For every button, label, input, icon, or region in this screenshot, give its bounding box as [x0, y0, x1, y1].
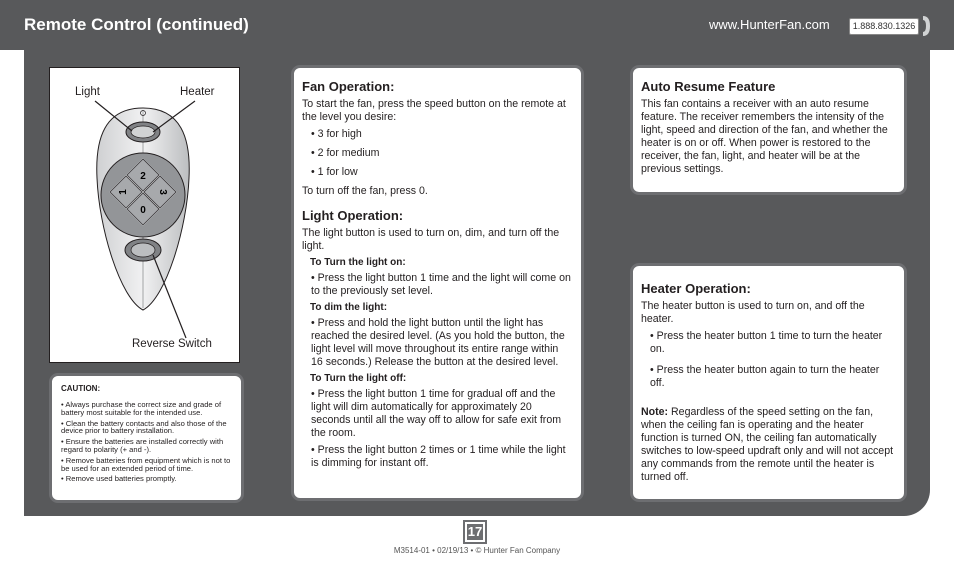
light-off-text-2: • Press the light button 2 times or 1 time while the light is dimming for instant off.	[311, 444, 566, 469]
remote-illustration	[49, 67, 240, 363]
caution-item: • Remove used batteries promptly.	[61, 474, 177, 484]
heater-note	[641, 406, 896, 484]
caution-title: CAUTION:	[61, 384, 101, 393]
website-url[interactable]: www.HunterFan.com	[709, 17, 830, 32]
label-light: Light	[75, 86, 100, 98]
fan-operation-heading: Fan Operation:	[302, 79, 395, 94]
heater-item-on: • Press the heater button 1 time to turn the heater on.	[650, 330, 883, 355]
caution-box	[49, 373, 244, 503]
note-text: Regardless of the speed setting on the fan, when the ceiling fan is operating and the heater function is turned ON, the ceiling fan automatically switches to low-speed updraft only and will not accept any commands from the remote until the heater is turned off.	[641, 406, 894, 483]
label-reverse-switch: Reverse Switch	[132, 338, 212, 350]
light-dim-text: • Press and hold the light button until the light has reached the desired level. (As you hold the button, the light level will move throughout its entire range within 16 seconds.) Release the button at the desired level.	[311, 317, 565, 368]
fan-speed-low: • 1 for low	[311, 166, 358, 178]
speed-button-3: 3	[157, 189, 168, 195]
fan-speed-medium: • 2 for medium	[311, 147, 380, 159]
label-heater: Heater	[180, 86, 215, 98]
fan-intro: To start the fan, press the speed button on the remote at the level you desire:	[302, 98, 566, 123]
footer-text: M3514-01 • 02/19/13 • © Hunter Fan Company	[393, 546, 561, 555]
page-title: Remote Control (continued)	[24, 15, 249, 34]
light-dim-heading: To dim the light:	[310, 302, 388, 313]
light-on-text: • Press the light button 1 time and the light will come on to the previously set level.	[311, 272, 571, 297]
speed-button-1: 1	[118, 189, 129, 195]
phone-number: 1.888.830.1326	[849, 18, 919, 35]
caution-item: • Clean the battery contacts and also those of the device prior to battery installation.	[61, 418, 227, 436]
speed-button-0: 0	[140, 205, 146, 216]
caution-item: • Ensure the batteries are installed correctly with regard to polarity (+ and -).	[61, 437, 224, 454]
auto-resume-box	[630, 65, 907, 195]
speed-button-2: 2	[140, 171, 146, 182]
phone-handset-icon	[921, 15, 931, 37]
auto-resume-text: This fan contains a receiver with an auto resume feature. The receiver remembers the intensity of the light, speed and direction of the fan, and whether the heater is on or off. When power is restored to the receiver, the fan, light, and heater will be at the previous settings.	[641, 98, 888, 175]
fan-speed-high: • 3 for high	[311, 128, 362, 140]
heater-operation-heading: Heater Operation:	[641, 281, 751, 296]
caution-item: • Remove batteries from equipment which is not to be used for an extended period of time.	[61, 455, 231, 473]
page-number: 17	[467, 524, 483, 539]
header-bar	[0, 0, 954, 50]
fan-light-operation-box	[291, 65, 584, 501]
note-label: Note:	[641, 406, 669, 418]
light-operation-heading: Light Operation:	[302, 208, 404, 223]
remote-drawing	[50, 68, 241, 364]
heater-operation-box	[630, 263, 907, 502]
light-intro: The light button is used to turn on, dim, and turn off the light.	[302, 227, 560, 252]
light-off-text-1: • Press the light button 1 time for gradual off and the light will dim automatically for approximately 20 seconds until all the way off to allow for safe exit from the room.	[311, 388, 562, 439]
caution-item: • Always purchase the correct size and grade of battery most suitable for the intended use.	[61, 400, 222, 417]
auto-resume-heading: Auto Resume Feature	[641, 79, 776, 94]
heater-item-off: • Press the heater button again to turn the heater off.	[650, 364, 880, 389]
fan-off-text: To turn off the fan, press 0.	[302, 185, 428, 197]
page-number-badge	[463, 520, 487, 544]
heater-intro: The heater button is used to turn on, and off the heater.	[641, 300, 865, 325]
light-off-heading: To Turn the light off:	[310, 373, 407, 384]
light-on-heading: To Turn the light on:	[310, 257, 406, 268]
